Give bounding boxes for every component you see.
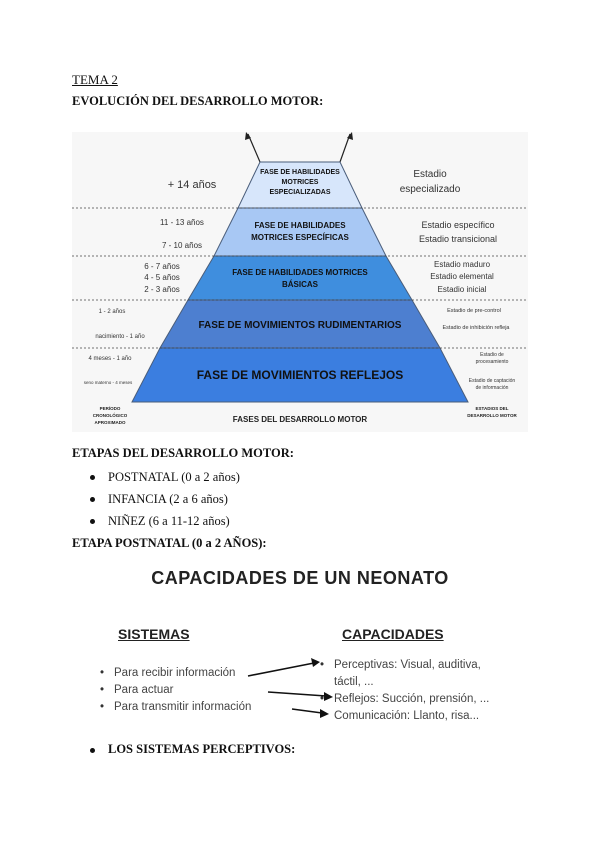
footer-left: APROXIMADO [94, 420, 126, 425]
list-item: POSTNATAL (0 a 2 años) [90, 466, 240, 488]
footer-center: FASES DEL DESARROLLO MOTOR [232, 415, 368, 424]
footer-left: CRONOLÓGICO [92, 413, 128, 418]
age-label: 11 - 13 años [160, 218, 204, 227]
motor-development-pyramid [72, 132, 528, 432]
stage-label: de información [475, 385, 509, 391]
level-basic [188, 256, 412, 300]
capacidades-list [320, 657, 489, 725]
footer-right: DESARROLLO MOTOR [467, 413, 517, 418]
postnatal-title: ETAPA POSTNATAL (0 a 2 AÑOS): [72, 536, 267, 550]
level-label: FASE DE HABILIDADES MOTRICES [232, 268, 368, 277]
sistemas-list [100, 665, 251, 716]
level-label: MOTRICES [281, 179, 319, 186]
capacidad-text: táctil, ... [334, 676, 374, 688]
footer-left: PERÍODO [99, 406, 121, 411]
footer-right: ESTADIOS DEL [475, 406, 509, 411]
stage-label: Estadio [413, 169, 447, 180]
age-label: nacimiento - 1 año [95, 334, 145, 340]
sistemas-perceptivos-heading: LOS SISTEMAS PERCEPTIVOS: [90, 742, 295, 757]
level-label: MOTRICES ESPECÍFICAS [251, 233, 349, 242]
list-item: • Comunicación: Llanto, risa... [320, 708, 489, 725]
stage-label: procesamiento [475, 359, 509, 365]
list-item: INFANCIA (2 a 6 años) [90, 488, 240, 510]
stage-label: Estadio específico [421, 220, 495, 230]
tema-label: TEMA 2 [72, 72, 118, 87]
age-label: 6 - 7 años [144, 262, 180, 271]
stage-label: Estadio de captación [468, 378, 516, 384]
list-item: • Para recibir información [100, 665, 251, 682]
page-title: EVOLUCIÓN DEL DESARROLLO MOTOR: [72, 94, 324, 108]
age-label: 7 - 10 años [161, 241, 203, 250]
etapas-list [90, 466, 240, 532]
level-label: FASE DE MOVIMIENTOS RUDIMENTARIOS [198, 320, 402, 331]
level-label: FASE DE HABILIDADES [254, 221, 346, 230]
age-label: 1 - 2 años [98, 309, 126, 315]
stage-label: Estadio de [480, 352, 504, 358]
age-label: 4 meses - 1 año [88, 356, 132, 362]
list-item: • Para actuar [100, 682, 251, 699]
age-label: 2 - 3 años [144, 285, 180, 294]
stage-label: Estadio inicial [437, 285, 487, 294]
level-label: BÁSICAS [281, 280, 319, 289]
sistemas-header: SISTEMAS [118, 626, 190, 642]
age-label: seno materno - 4 meses [83, 380, 133, 385]
age-label: + 14 años [167, 179, 217, 191]
arrow-line [268, 692, 326, 696]
age-label: 4 - 5 años [144, 273, 180, 282]
stage-label: Estadio maduro [433, 260, 491, 269]
list-item: • Para transmitir información [100, 699, 251, 716]
arrowhead [311, 658, 320, 667]
etapas-title: ETAPAS DEL DESARROLLO MOTOR: [72, 446, 294, 460]
stage-label: Estadio elemental [430, 272, 494, 281]
stage-label: Estadio de pre-control [447, 308, 501, 314]
level-label: FASE DE MOVIMIENTOS REFLEJOS [196, 368, 404, 382]
stage-label: especializado [399, 184, 461, 195]
capacidad-text: Perceptivas: Visual, auditiva, [334, 659, 481, 671]
neonato-title: CAPACIDADES DE UN NEONATO [151, 568, 449, 588]
list-item [320, 657, 489, 691]
level-label: FASE DE HABILIDADES [260, 169, 340, 176]
stage-label: Estadio de inhibición refleja [442, 325, 510, 331]
level-label: ESPECIALIZADAS [269, 189, 331, 196]
arrow-line [248, 663, 314, 676]
capacidades-header: CAPACIDADES [342, 626, 444, 642]
stage-label: Estadio transicional [418, 234, 498, 244]
list-item: • Reflejos: Succión, prensión, ... [320, 691, 489, 708]
level-specific [214, 208, 386, 256]
list-item: NIÑEZ (6 a 11-12 años) [90, 510, 240, 532]
arrow-line [292, 709, 322, 713]
